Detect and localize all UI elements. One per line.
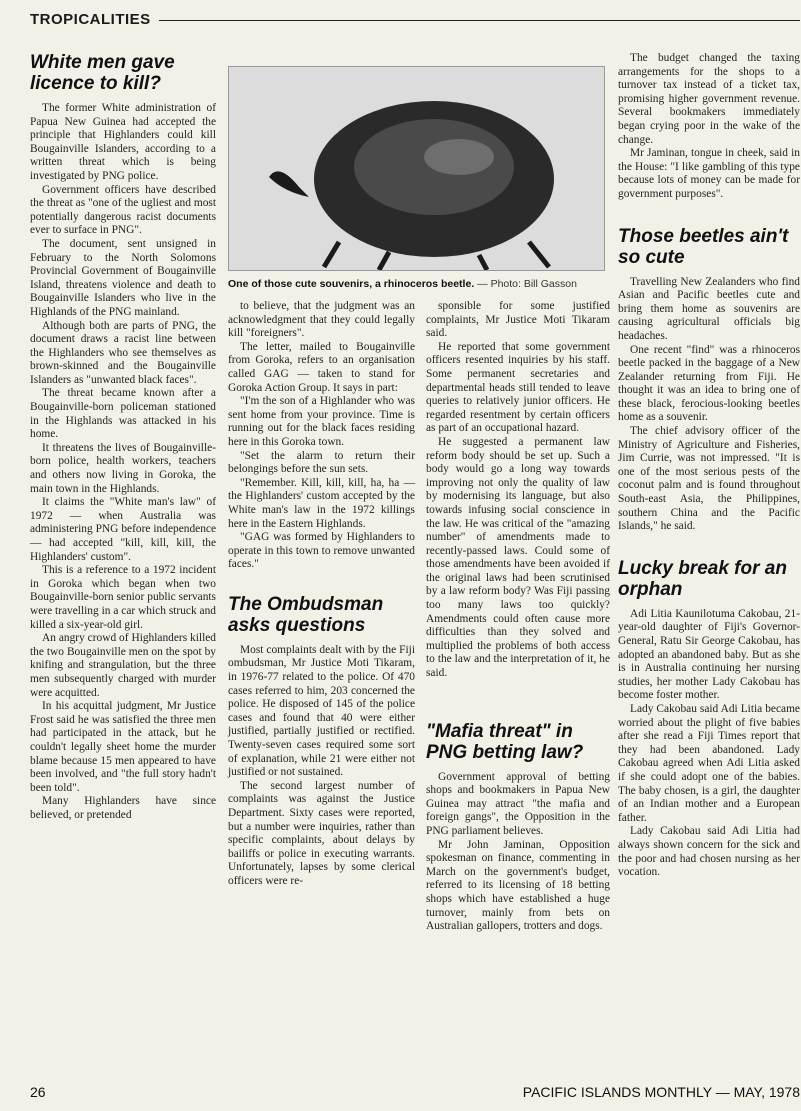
photo-caption [228, 278, 608, 290]
article-paragraph: "Remember. Kill, kill, kill, ha, ha — the Highlanders' custom accepted by the White man's law in the 1972 killings here in the Eastern Highlands. [228, 476, 415, 530]
article-paragraph: It threatens the lives of Bougainville-born police, health workers, teachers and others now living in Goroka, the main town in the Highlands. [30, 441, 216, 495]
article-paragraph: In his acquittal judgment, Mr Justice Frost said he was satisfied the three men had participated in the attack, but he couldn't legally sheet home the murder blame because 15 men appeared to have been involved, and "the full story hadn't been told". [30, 700, 216, 794]
article-paragraph: Most complaints dealt with by the Fiji ombudsman, Mr Justice Moti Tikaram, in 1976-77 related to the police. Of 470 cases referred to him, 203 concerned the police. He disposed of 145 of the police cases and found that 40 were either justified, partially justified or rectified. Twenty-seven cases required some sort of explanation, while 21 were either not justified or not sustained. [228, 643, 415, 779]
article-paragraph: Lady Cakobau said Adi Litia had always shown concern for the sick and the poor and had chosen nursing as her vocation. [618, 825, 800, 879]
article-paragraph: One recent "find" was a rhinoceros beetle packed in the baggage of a New Zealander returning from Fiji. He thought it was an idea to bring one of these black, ferocious-looking beetles home as a souvenir. [618, 343, 800, 424]
column-3 [426, 300, 610, 934]
article-paragraph: The second largest number of complaints was against the Justice Department. Sixty cases were reported, but a number were inquiries, rather than specific complaints, about delays by bailiffs or police in executing warrants. Unfortunately, lapses by some clerical officers were re- [228, 779, 415, 887]
headline-white-men: White men gave licence to kill? [30, 52, 175, 94]
article-paragraph: An angry crowd of Highlanders killed the two Bougainville men on the spot by knifing and strangulation, but the three men subsequently charged with murder were acquitted. [30, 632, 216, 699]
beetle-image [229, 67, 604, 270]
article-paragraph: Mr Jaminan, tongue in cheek, said in the House: "I like gambling of this type because lots of money can be made for government purposes". [618, 147, 800, 200]
article-paragraph: This is a reference to a 1972 incident in Goroka which began when two Bougainville-born senior public servants were travelling in a car which struck and killed a six-year-old girl. [30, 564, 216, 631]
article-paragraph: He suggested a permanent law reform body should be set up. Such a body would go a long way towards improving not only the quality of law by modernising its language, but also towards infusing social conscience in the law. He was critical of the "amazing number" of amendments made to recently-passed laws. Could some of those amendments have been avoided if the original laws had been scrutinised by a law reform body? Was Fiji passing too many laws too quickly? Amendments could often cause more difficulties than they solved and multiplied the problems of both access to the law and the interpretation of it, he said. [426, 435, 610, 680]
article-paragraph: The document, sent unsigned in February to the North Solomons Provincial Government of Bougainville Island, threatens violence and death to Bougainville Islanders who live in the Highlands of the PNG mainland. [30, 237, 216, 318]
column-4 [618, 52, 800, 880]
column-1 [30, 52, 216, 822]
article-paragraph: The threat became known after a Bougainville-born policeman stationed in the Highlands was attacked in his home. [30, 387, 216, 441]
page-footer [30, 1082, 800, 1102]
article-paragraph: Adi Litia Kaunilotuma Cakobau, 21-year-old daughter of Fiji's Governor-General, Ratu Sir George Cakobau, has adopted an abandoned baby. But as she is in Australia continuing her nursing studies, her mother Lady Cakobau has become foster mother. [618, 607, 800, 702]
headline-beetles: Those beetles ain't so cute [618, 225, 789, 268]
article-paragraph: The chief advisory officer of the Ministry of Agriculture and Fisheries, Jim Currie, was not impressed. "It is one of the most serious pests of the coconut palm and is found throughout South-east Asia, the Philippines, southern China and the Pacific Islands," he said. [618, 425, 800, 533]
column-2 [228, 300, 415, 889]
article-paragraph: "GAG was formed by Highlanders to operate in this town to remove unwanted faces." [228, 531, 415, 571]
article-paragraph: sponsible for some justified complaints, Mr Justice Moti Tikaram said. [426, 300, 610, 340]
section-header [30, 8, 800, 30]
beetle-photo [228, 66, 605, 271]
headline-ombudsman: The Ombudsman asks questions [228, 593, 384, 636]
article-paragraph: Although both are parts of PNG, the document draws a racist line between the Highlanders who see themselves as brown-skinned and the Bougainville Islanders as "unwanted black faces". [30, 319, 216, 386]
article-paragraph: Travelling New Zealanders who find Asian and Pacific beetles cute and bring them home as souvenirs are causing agricultural officials big headaches. [618, 275, 800, 342]
page-number: 26 [30, 1084, 46, 1100]
article-paragraph: Government officers have described the threat as "one of the ugliest and most potentially dangerous racist documents ever to surface in PNG". [30, 183, 216, 237]
header-rule [159, 20, 800, 21]
caption-text: One of those cute souvenirs, a rhinoceros beetle. [228, 278, 475, 290]
section-title: TROPICALITIES [30, 10, 151, 28]
article-paragraph: The budget changed the taxing arrangements for the shops to a turnover tax instead of a ticket tax, promising higher government revenue. Several bookmakers immediately began crying poor in the wake of the change. [618, 52, 800, 146]
article-paragraph: "Set the alarm to return their belongings before the sun sets. [228, 449, 415, 476]
article-paragraph: Lady Cakobau said Adi Litia became worried about the plight of five babies after she read a Fiji Times report that they had been abandoned. Lady Cakobau agreed when Adi Litia asked if she could adopt one of the babies. The baby chosen, is a girl, the daughter of an Indian mother and a European father. [618, 702, 800, 824]
caption-credit: — Photo: Bill Gasson [474, 278, 577, 290]
article-paragraph: "I'm the son of a Highlander who was sent home from your province. Time is running out for the black faces residing here in this Goroka town. [228, 395, 415, 448]
headline-orphan: Lucky break for an orphan [618, 557, 787, 600]
headline-mafia: "Mafia threat" in PNG betting law? [426, 720, 584, 763]
article-paragraph: He reported that some government officers resented inquiries by his staff. Some permanent secretaries and departmental heads still tended to leave queries to relatively junior officers. He regarded resentment by certain officers as part of an occupational hazard. [426, 340, 610, 435]
article-paragraph: Many Highlanders have since believed, or pretended [30, 795, 216, 821]
publication-line: PACIFIC ISLANDS MONTHLY — MAY, 1978 [522, 1084, 800, 1100]
article-paragraph: The letter, mailed to Bougainville from Goroka, refers to an organisation called GAG — taken to stand for Goroka Action Group. It says in part: [228, 340, 415, 394]
article-paragraph: Mr John Jaminan, Opposition spokesman on finance, commenting in March on the government's budget, referred to its licensing of 18 betting shops which have established a huge turnover, mainly from bets on Australian gallopers, trotters and dogs. [426, 838, 610, 933]
article-paragraph: Government approval of betting shops and bookmakers in Papua New Guinea may attract "the mafia and foreign gangs", the Opposition in the PNG parliament believes. [426, 770, 610, 837]
article-paragraph: The former White administration of Papua New Guinea had accepted the principle that Highlanders could kill Bougainville Islanders, according to a written threat which is being investigated by PNG police. [30, 102, 216, 182]
article-paragraph: to believe, that the judgment was an acknowledgment that they could legally kill "foreigners". [228, 300, 415, 340]
article-paragraph: It claims the "White man's law" of 1972 — when Australia was administering PNG before independence — had accepted "kill, kill, kill, the Highlanders' custom". [30, 496, 216, 563]
